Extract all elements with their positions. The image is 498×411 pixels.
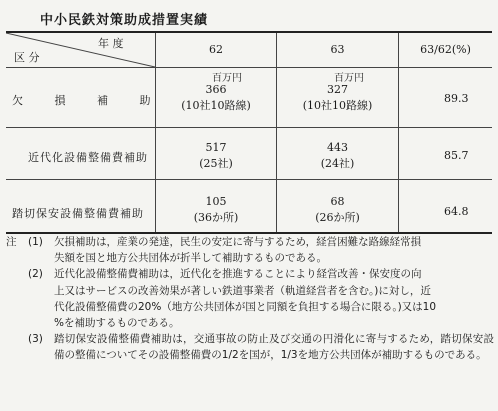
value-63: 443 xyxy=(327,141,348,154)
value-63: 327 xyxy=(327,83,348,96)
note-item xyxy=(6,331,494,363)
note-number: (3) xyxy=(28,333,43,346)
row-label-modernization: 近代化設備整備費補助 xyxy=(28,151,148,164)
row-divider xyxy=(6,179,492,180)
ratio-value: 85.7 xyxy=(444,149,469,162)
note-line: 近代化設備整備費補助は，近代化を推進することにより経営改善・保安度の向 xyxy=(54,268,422,281)
value-62: 517 xyxy=(205,141,227,154)
note-text xyxy=(54,331,494,363)
row-divider xyxy=(6,127,492,128)
row-label-crossing-safety: 踏切保安設備整備費補助 xyxy=(12,207,144,220)
row-label-deficit: 欠 損 補 助 xyxy=(12,94,165,107)
note-line: 失額を国と地方公共団体が折半して補助するものである。 xyxy=(54,252,327,265)
note-line: %を補助するものである。 xyxy=(54,317,180,330)
notes-section xyxy=(6,234,494,364)
value-63-sub: (26か所) xyxy=(315,211,360,224)
column-divider xyxy=(398,33,399,232)
header-kubun: 区 分 xyxy=(14,51,40,64)
notes-heading: 注 xyxy=(6,236,17,248)
column-header-ratio: 63/62(%) xyxy=(420,43,471,56)
note-line: 欠損補助は，産業の発達，民生の安定に寄与するため，経営困難な路線経常損 xyxy=(54,236,422,248)
ratio-value: 89.3 xyxy=(444,92,469,105)
header-nendo: 年 度 xyxy=(98,37,124,50)
column-header-62: 62 xyxy=(209,43,223,56)
value-62-sub: (10社10路線) xyxy=(181,99,251,112)
note-line: 代化設備整備費の20%（地方公共団体が国と同額を負担する場合に限る。)又は10 xyxy=(54,300,437,313)
value-62-sub: (25社) xyxy=(199,157,233,170)
page-title: 中小民鉄対策助成措置実績 xyxy=(40,13,209,28)
value-63: 68 xyxy=(330,195,345,208)
unit-label-63: 百万円 xyxy=(334,73,364,84)
subsidy-table xyxy=(6,31,492,234)
value-62: 366 xyxy=(205,83,227,96)
value-63-sub: (10社10路線) xyxy=(302,99,373,112)
column-header-63: 63 xyxy=(330,43,345,56)
value-62-sub: (36か所) xyxy=(193,211,239,224)
note-number: (2) xyxy=(28,268,43,281)
note-line: 上又はサービスの改善効果が著しい鉄道事業者（軌道経営者を含む。)に対し，近 xyxy=(54,284,431,297)
note-item xyxy=(6,266,494,331)
ratio-value: 64.8 xyxy=(444,205,469,218)
value-63-sub: (24社) xyxy=(320,157,355,170)
note-text xyxy=(54,266,494,331)
note-number: (1) xyxy=(28,236,43,248)
unit-label-62: 百万円 xyxy=(212,73,242,84)
note-line: 踏切保安設備整備費補助は，交通事故の防止及び交通の円滑化に寄与するため，踏切保安設備の整備についてその設備整備費の1/2を国が，1/3を地方公共団体が補助するものである。 xyxy=(54,333,494,362)
note-item xyxy=(6,234,494,266)
value-62: 105 xyxy=(205,195,227,208)
note-text xyxy=(54,234,494,266)
